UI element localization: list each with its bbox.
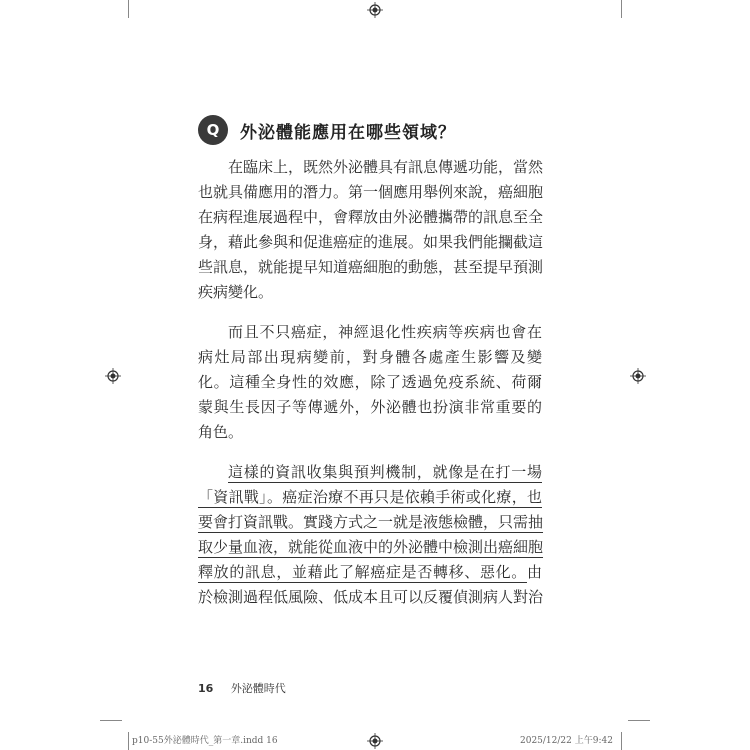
- q-badge: Q: [198, 115, 228, 145]
- paragraph-line: 也就具備應用的潛力。第一個應用舉例來說，癌細胞: [198, 183, 544, 201]
- running-title: 外泌體時代: [230, 682, 286, 695]
- crop-mark-bottom-right-v: [621, 732, 622, 750]
- paragraph-line: [198, 485, 542, 510]
- crop-mark-bottom-left-h: [100, 720, 122, 721]
- underlined-text: 要會打資訊戰。實踐方式之一就是液態檢體，只需抽: [198, 513, 544, 531]
- slug-timestamp: 2025/12/22 上午9:42: [520, 736, 613, 746]
- registration-mark-top-icon: [367, 2, 383, 18]
- paragraph-line: [198, 535, 542, 560]
- paragraph-line: 病灶局部出現病變前，對身體各處產生影響及變: [198, 348, 542, 366]
- paragraph-line: 在臨床上，既然外泌體具有訊息傳遞功能，當然: [228, 158, 544, 176]
- page-number: 16: [198, 682, 214, 695]
- paragraph-line: 在病程進展過程中，會釋放由外泌體攜帶的訊息至全: [198, 208, 544, 226]
- paragraph-line: 蒙與生長因子等傳遞外，外泌體也扮演非常重要的: [198, 398, 542, 416]
- paragraph-line: 角色。: [198, 423, 244, 441]
- paragraph-line: 而且不只癌症，神經退化性疾病等疾病也會在: [228, 323, 542, 341]
- paragraph-line: [198, 510, 542, 535]
- underlined-text: 這樣的資訊收集與預判機制，就像是在打一場: [228, 463, 542, 481]
- paragraph-line: 疾病變化。: [198, 283, 274, 301]
- underlined-text: 「資訊戰」。癌症治療不再只是依賴手術或化療，也: [198, 488, 542, 506]
- crop-mark-bottom-left-v: [128, 732, 129, 750]
- paragraph-line: 些訊息，就能提早知道癌細胞的動態，甚至提早預測: [198, 258, 544, 276]
- paragraph-2: [198, 320, 542, 445]
- paragraph-line: [198, 460, 542, 485]
- crop-mark-top-right: [621, 0, 622, 18]
- crop-mark-bottom-right-h: [628, 720, 650, 721]
- registration-mark-bottom-icon: [367, 733, 383, 749]
- underlined-text: 釋放的訊息，並藉此了解癌症是否轉移、惡化。: [198, 563, 527, 581]
- line-tail: 由: [526, 563, 542, 581]
- paragraph-3: [198, 460, 542, 610]
- paragraph-line: 化。這種全身性的效應，除了透過免疫系統、荷爾: [198, 373, 542, 391]
- paragraph-line: 身，藉此參與和促進癌症的進展。如果我們能攔截這: [198, 233, 544, 251]
- heading-text: 外泌體能應用在哪些領域？: [240, 122, 456, 143]
- question-heading: [198, 115, 456, 145]
- underlined-text: 取少量血液，就能從血液中的外泌體中檢測出癌細胞: [198, 538, 544, 556]
- slug-file: p10-55外泌體時代_第一章.indd 16: [132, 736, 278, 746]
- folio: [198, 680, 286, 696]
- registration-mark-left-icon: [105, 368, 121, 384]
- crop-mark-top-left: [128, 0, 129, 18]
- paragraph-1: [198, 155, 542, 305]
- registration-mark-right-icon: [630, 368, 646, 384]
- paragraph-line: [198, 560, 542, 585]
- paragraph-line: 於檢測過程低風險、低成本且可以反覆偵測病人對治: [198, 588, 544, 606]
